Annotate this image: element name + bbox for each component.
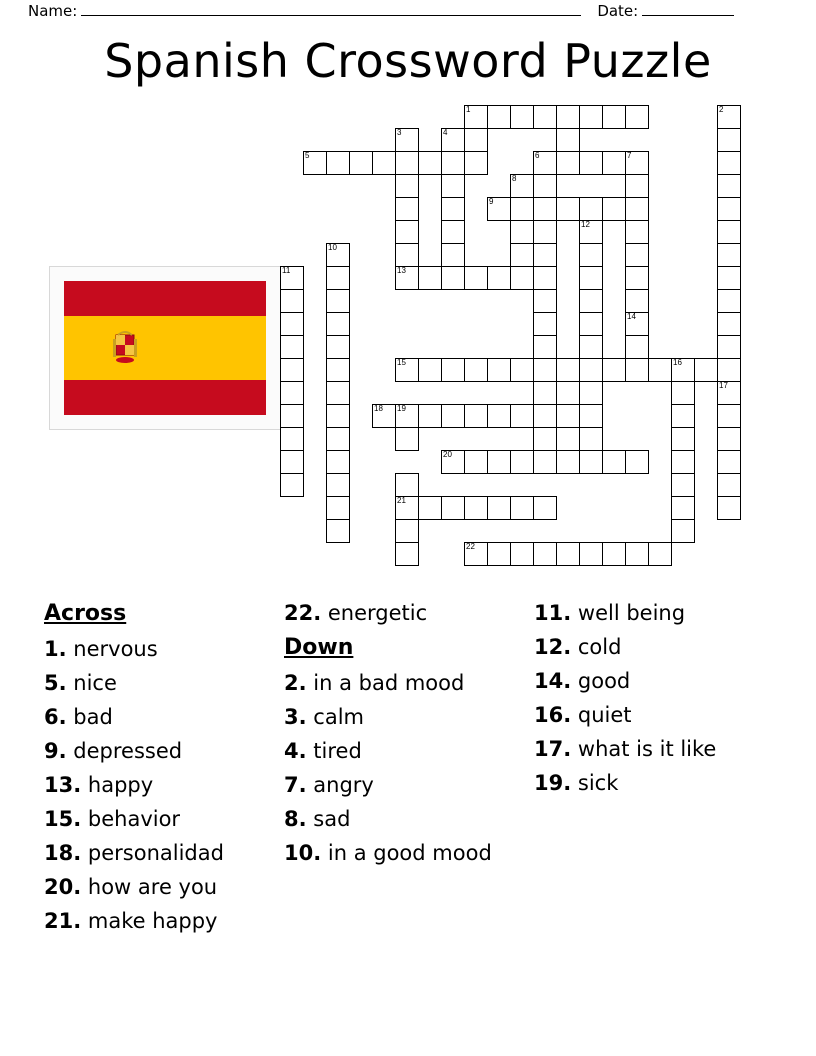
crossword-cell[interactable]: [395, 220, 419, 244]
crossword-cell[interactable]: [671, 473, 695, 497]
cell-number: 1: [466, 105, 471, 114]
crossword-cell[interactable]: [326, 496, 350, 520]
crossword-cell[interactable]: [533, 542, 557, 566]
clue-lists: [44, 596, 784, 938]
crossword-cell[interactable]: [395, 496, 419, 520]
crossword-cell[interactable]: [579, 220, 603, 244]
crossword-cell[interactable]: [602, 450, 626, 474]
crossword-cell[interactable]: [717, 105, 741, 129]
crossword-cell[interactable]: [579, 404, 603, 428]
crossword-cell[interactable]: [533, 427, 557, 451]
clue-number: 5.: [44, 670, 67, 695]
clue-across-22: [284, 596, 534, 630]
crossword-cell[interactable]: [556, 105, 580, 129]
clue-text: well being: [577, 601, 686, 625]
clue-number: 12.: [534, 635, 572, 660]
crossword-cell[interactable]: [556, 358, 580, 382]
crossword-cell[interactable]: [625, 450, 649, 474]
crossword-cell[interactable]: [326, 519, 350, 543]
clue-across-20: [44, 870, 284, 904]
crossword-cell[interactable]: [487, 542, 511, 566]
crossword-cell[interactable]: [395, 404, 419, 428]
crossword-cell[interactable]: [579, 542, 603, 566]
cell-number: 7: [627, 151, 632, 160]
crossword-cell[interactable]: [579, 151, 603, 175]
crossword-cell[interactable]: [671, 496, 695, 520]
crossword-cell[interactable]: [326, 358, 350, 382]
clue-text: cold: [577, 635, 622, 660]
clue-text: behavior: [87, 806, 181, 831]
crossword-cell[interactable]: [326, 450, 350, 474]
crossword-cell[interactable]: [395, 427, 419, 451]
crossword-cell[interactable]: [625, 266, 649, 290]
crossword-cell[interactable]: [326, 427, 350, 451]
crossword-cell[interactable]: [280, 473, 304, 497]
crossword-cell[interactable]: [464, 450, 488, 474]
clue-number: 19.: [534, 771, 572, 796]
crossword-cell[interactable]: [326, 266, 350, 290]
clue-number: 16.: [534, 703, 572, 728]
crossword-cell[interactable]: [487, 266, 511, 290]
cell-number: 4: [443, 128, 448, 137]
crossword-cell[interactable]: [579, 450, 603, 474]
clue-across-9: [44, 734, 284, 768]
crossword-cell[interactable]: [418, 358, 442, 382]
crossword-cell[interactable]: [280, 450, 304, 474]
crossword-cell[interactable]: [717, 450, 741, 474]
crossword-cell[interactable]: [510, 243, 534, 267]
clue-text: energetic: [327, 601, 428, 625]
clue-column-1: [44, 596, 284, 938]
crossword-cell[interactable]: [533, 197, 557, 221]
clue-number: 3.: [284, 704, 307, 729]
clue-text: in a good mood: [327, 840, 492, 865]
crossword-cell[interactable]: [441, 266, 465, 290]
spain-coat-of-arms-icon: [108, 327, 142, 369]
cell-number: 6: [535, 151, 540, 160]
cell-number: 14: [627, 312, 636, 321]
crossword-cell[interactable]: [671, 404, 695, 428]
crossword-cell[interactable]: [533, 450, 557, 474]
clue-text: sad: [313, 806, 351, 831]
crossword-cell[interactable]: [280, 312, 304, 336]
clue-number: 8.: [284, 806, 307, 831]
flag-band-bottom: [64, 380, 266, 415]
crossword-cell[interactable]: [717, 243, 741, 267]
cell-number: 18: [374, 404, 383, 413]
crossword-cell[interactable]: [556, 128, 580, 152]
cell-number: 22: [466, 542, 475, 551]
crossword-cell[interactable]: [326, 404, 350, 428]
crossword-cell[interactable]: [717, 197, 741, 221]
clue-number: 21.: [44, 908, 82, 933]
cell-number: 17: [719, 381, 728, 390]
crossword-cell[interactable]: [579, 312, 603, 336]
crossword-cell[interactable]: [441, 404, 465, 428]
crossword-cell[interactable]: [671, 358, 695, 382]
cell-number: 2: [719, 105, 724, 114]
crossword-cell[interactable]: [625, 151, 649, 175]
crossword-cell[interactable]: [717, 312, 741, 336]
clue-number: 9.: [44, 738, 67, 763]
date-label: Date:: [597, 2, 639, 20]
cell-number: 16: [673, 358, 682, 367]
cell-number: 8: [512, 174, 517, 183]
clue-text: happy: [87, 772, 154, 797]
clue-number: 4.: [284, 738, 307, 763]
clue-across-1: [44, 632, 284, 666]
clue-down-17: [534, 732, 784, 766]
clue-across-6: [44, 700, 284, 734]
crossword-cell[interactable]: [602, 151, 626, 175]
crossword-cell[interactable]: [326, 473, 350, 497]
crossword-cell[interactable]: [280, 358, 304, 382]
crossword-cell[interactable]: [510, 542, 534, 566]
name-date-row: [28, 2, 788, 20]
crossword-cell[interactable]: [464, 496, 488, 520]
crossword-cell[interactable]: [579, 381, 603, 405]
crossword-cell[interactable]: [717, 496, 741, 520]
crossword-cell[interactable]: [395, 128, 419, 152]
crossword-cell[interactable]: [464, 105, 488, 129]
cell-number: 13: [397, 266, 406, 275]
crossword-cell[interactable]: [280, 427, 304, 451]
clue-text: make happy: [87, 908, 218, 933]
clue-across-5: [44, 666, 284, 700]
crossword-cell[interactable]: [395, 151, 419, 175]
cell-number: 5: [305, 151, 310, 160]
crossword-cell[interactable]: [464, 151, 488, 175]
crossword-cell[interactable]: [280, 335, 304, 359]
crossword-cell[interactable]: [441, 197, 465, 221]
crossword-cell[interactable]: [395, 174, 419, 198]
crossword-cell[interactable]: [418, 404, 442, 428]
crossword-cell[interactable]: [326, 151, 350, 175]
clue-text: bad: [73, 704, 113, 729]
crossword-cell[interactable]: [395, 542, 419, 566]
crossword-cell[interactable]: [464, 542, 488, 566]
crossword-cell[interactable]: [510, 404, 534, 428]
crossword-cell[interactable]: [395, 473, 419, 497]
crossword-cell[interactable]: [441, 220, 465, 244]
crossword-cell[interactable]: [464, 128, 488, 152]
clue-number: 6.: [44, 704, 67, 729]
clue-number: 20.: [44, 874, 82, 899]
crossword-cell[interactable]: [464, 404, 488, 428]
crossword-cell[interactable]: [418, 151, 442, 175]
clue-number: 14.: [534, 669, 572, 694]
crossword-cell[interactable]: [510, 197, 534, 221]
crossword-cell[interactable]: [533, 381, 557, 405]
clue-column-3: [534, 596, 784, 938]
crossword-cell[interactable]: [395, 358, 419, 382]
crossword-cell[interactable]: [556, 151, 580, 175]
clue-across-13: [44, 768, 284, 802]
crossword-cell[interactable]: [556, 197, 580, 221]
clue-text: calm: [313, 704, 364, 729]
crossword-cell[interactable]: [280, 289, 304, 313]
crossword-cell[interactable]: [671, 427, 695, 451]
crossword-cell[interactable]: [441, 450, 465, 474]
crossword-cell[interactable]: [326, 381, 350, 405]
crossword-cell[interactable]: [533, 105, 557, 129]
clue-down-14: [534, 664, 784, 698]
crossword-cell[interactable]: [625, 105, 649, 129]
crossword-cell[interactable]: [326, 289, 350, 313]
crossword-cell[interactable]: [556, 404, 580, 428]
crossword-cell[interactable]: [533, 220, 557, 244]
crossword-cell[interactable]: [671, 519, 695, 543]
name-blank-line[interactable]: [81, 2, 581, 16]
crossword-cell[interactable]: [671, 381, 695, 405]
crossword-cell[interactable]: [625, 197, 649, 221]
clue-number: 13.: [44, 772, 82, 797]
crossword-cell[interactable]: [464, 358, 488, 382]
clue-column-2: [284, 596, 534, 938]
crossword-cell[interactable]: [533, 151, 557, 175]
crossword-cell[interactable]: [625, 542, 649, 566]
crossword-cell[interactable]: [533, 266, 557, 290]
crossword-cell[interactable]: [556, 542, 580, 566]
crossword-cell[interactable]: [717, 220, 741, 244]
crossword-cell[interactable]: [533, 174, 557, 198]
clue-text: depressed: [73, 738, 183, 763]
clue-across-18: [44, 836, 284, 870]
crossword-cell[interactable]: [395, 519, 419, 543]
crossword-cell[interactable]: [326, 243, 350, 267]
crossword-cell[interactable]: [717, 381, 741, 405]
crossword-cell[interactable]: [625, 243, 649, 267]
crossword-grid[interactable]: [280, 105, 780, 575]
clue-down-4: [284, 734, 534, 768]
clue-across-15: [44, 802, 284, 836]
crossword-cell[interactable]: [326, 312, 350, 336]
crossword-cell[interactable]: [395, 266, 419, 290]
crossword-cell[interactable]: [694, 358, 718, 382]
clue-number: 1.: [44, 636, 67, 661]
crossword-cell[interactable]: [579, 358, 603, 382]
cell-number: 10: [328, 243, 337, 252]
spain-flag-stamp: [49, 266, 281, 430]
clue-number: 22.: [284, 601, 322, 625]
flag-band-top: [64, 281, 266, 316]
name-label: Name:: [28, 2, 78, 20]
cell-number: 3: [397, 128, 402, 137]
clue-down-12: [534, 630, 784, 664]
crossword-cell[interactable]: [441, 128, 465, 152]
across-heading: Across: [44, 601, 127, 626]
crossword-cell[interactable]: [533, 358, 557, 382]
crossword-cell[interactable]: [533, 404, 557, 428]
crossword-cell[interactable]: [648, 358, 672, 382]
crossword-cell[interactable]: [579, 427, 603, 451]
clue-text: angry: [313, 772, 374, 797]
crossword-cell[interactable]: [280, 381, 304, 405]
clue-text: in a bad mood: [313, 670, 465, 695]
date-blank-line[interactable]: [642, 2, 734, 16]
crossword-cell[interactable]: [487, 404, 511, 428]
crossword-cell[interactable]: [602, 358, 626, 382]
crossword-cell[interactable]: [579, 335, 603, 359]
crossword-cell[interactable]: [579, 266, 603, 290]
clue-down-16: [534, 698, 784, 732]
clue-text: quiet: [577, 703, 632, 728]
crossword-cell[interactable]: [533, 289, 557, 313]
crossword-cell[interactable]: [602, 105, 626, 129]
crossword-cell[interactable]: [533, 335, 557, 359]
cell-number: 9: [489, 197, 494, 206]
crossword-cell[interactable]: [349, 151, 373, 175]
clue-number: 11.: [534, 601, 572, 625]
crossword-cell[interactable]: [418, 266, 442, 290]
crossword-cell[interactable]: [303, 151, 327, 175]
crossword-cell[interactable]: [441, 358, 465, 382]
clue-text: sick: [577, 771, 619, 796]
crossword-cell[interactable]: [717, 473, 741, 497]
crossword-cell[interactable]: [579, 105, 603, 129]
crossword-cell[interactable]: [326, 335, 350, 359]
crossword-cell[interactable]: [648, 542, 672, 566]
down-heading: Down: [284, 635, 354, 661]
crossword-cell[interactable]: [487, 450, 511, 474]
cell-number: 19: [397, 404, 406, 413]
crossword-cell[interactable]: [717, 151, 741, 175]
crossword-cell[interactable]: [671, 450, 695, 474]
crossword-cell[interactable]: [441, 496, 465, 520]
crossword-cell[interactable]: [533, 496, 557, 520]
crossword-cell[interactable]: [625, 358, 649, 382]
clue-text: tired: [313, 738, 362, 763]
flag-band-middle: [64, 316, 266, 380]
clue-text: nice: [73, 670, 117, 695]
clue-text: what is it like: [577, 737, 717, 762]
crossword-cell[interactable]: [395, 243, 419, 267]
clue-number: 18.: [44, 840, 82, 865]
crossword-cell[interactable]: [579, 197, 603, 221]
crossword-cell[interactable]: [533, 243, 557, 267]
crossword-cell[interactable]: [280, 404, 304, 428]
crossword-cell[interactable]: [533, 312, 557, 336]
crossword-cell[interactable]: [602, 542, 626, 566]
crossword-cell[interactable]: [717, 266, 741, 290]
crossword-cell[interactable]: [556, 450, 580, 474]
page-title: Spanish Crossword Puzzle: [104, 34, 712, 88]
crossword-cell[interactable]: [441, 243, 465, 267]
crossword-cell[interactable]: [464, 266, 488, 290]
crossword-cell[interactable]: [717, 358, 741, 382]
crossword-cell[interactable]: [717, 404, 741, 428]
clue-number: 2.: [284, 670, 307, 695]
clue-down-10: [284, 836, 534, 870]
crossword-cell[interactable]: [717, 335, 741, 359]
crossword-cell[interactable]: [487, 496, 511, 520]
crossword-cell[interactable]: [395, 197, 419, 221]
clue-across-21: [44, 904, 284, 938]
crossword-cell[interactable]: [579, 289, 603, 313]
crossword-cell[interactable]: [625, 289, 649, 313]
cell-number: 15: [397, 358, 406, 367]
clue-text: personalidad: [87, 840, 224, 865]
crossword-cell[interactable]: [487, 197, 511, 221]
crossword-cell[interactable]: [717, 128, 741, 152]
crossword-cell[interactable]: [510, 358, 534, 382]
clue-text: how are you: [87, 874, 218, 899]
clue-down-11: [534, 596, 784, 630]
clue-number: 10.: [284, 840, 322, 865]
crossword-cell[interactable]: [372, 151, 396, 175]
crossword-cell[interactable]: [510, 174, 534, 198]
crossword-cell[interactable]: [441, 151, 465, 175]
crossword-cell[interactable]: [717, 174, 741, 198]
clue-down-7: [284, 768, 534, 802]
clue-down-3: [284, 700, 534, 734]
crossword-cell[interactable]: [625, 312, 649, 336]
crossword-cell[interactable]: [625, 335, 649, 359]
crossword-cell[interactable]: [372, 404, 396, 428]
clue-down-19: [534, 766, 784, 800]
crossword-cell[interactable]: [418, 496, 442, 520]
crossword-cell[interactable]: [441, 174, 465, 198]
clue-text: nervous: [73, 636, 158, 661]
crossword-cell[interactable]: [280, 266, 304, 290]
cell-number: 11: [282, 266, 291, 275]
clue-number: 15.: [44, 806, 82, 831]
crossword-cell[interactable]: [717, 289, 741, 313]
crossword-cell[interactable]: [487, 358, 511, 382]
cell-number: 21: [397, 496, 406, 505]
crossword-cell[interactable]: [579, 243, 603, 267]
clue-number: 7.: [284, 772, 307, 797]
cell-number: 20: [443, 450, 452, 459]
crossword-cell[interactable]: [487, 105, 511, 129]
crossword-cell[interactable]: [602, 197, 626, 221]
crossword-cell[interactable]: [625, 220, 649, 244]
crossword-cell[interactable]: [625, 174, 649, 198]
cell-number: 12: [581, 220, 590, 229]
crossword-cell[interactable]: [510, 496, 534, 520]
crossword-cell[interactable]: [510, 220, 534, 244]
crossword-cell[interactable]: [717, 427, 741, 451]
flag-graphic: [64, 281, 266, 415]
clue-text: good: [577, 669, 631, 694]
clue-down-2: [284, 666, 534, 700]
crossword-cell[interactable]: [510, 105, 534, 129]
crossword-cell[interactable]: [510, 266, 534, 290]
clue-number: 17.: [534, 737, 572, 762]
clue-down-8: [284, 802, 534, 836]
crossword-cell[interactable]: [510, 450, 534, 474]
